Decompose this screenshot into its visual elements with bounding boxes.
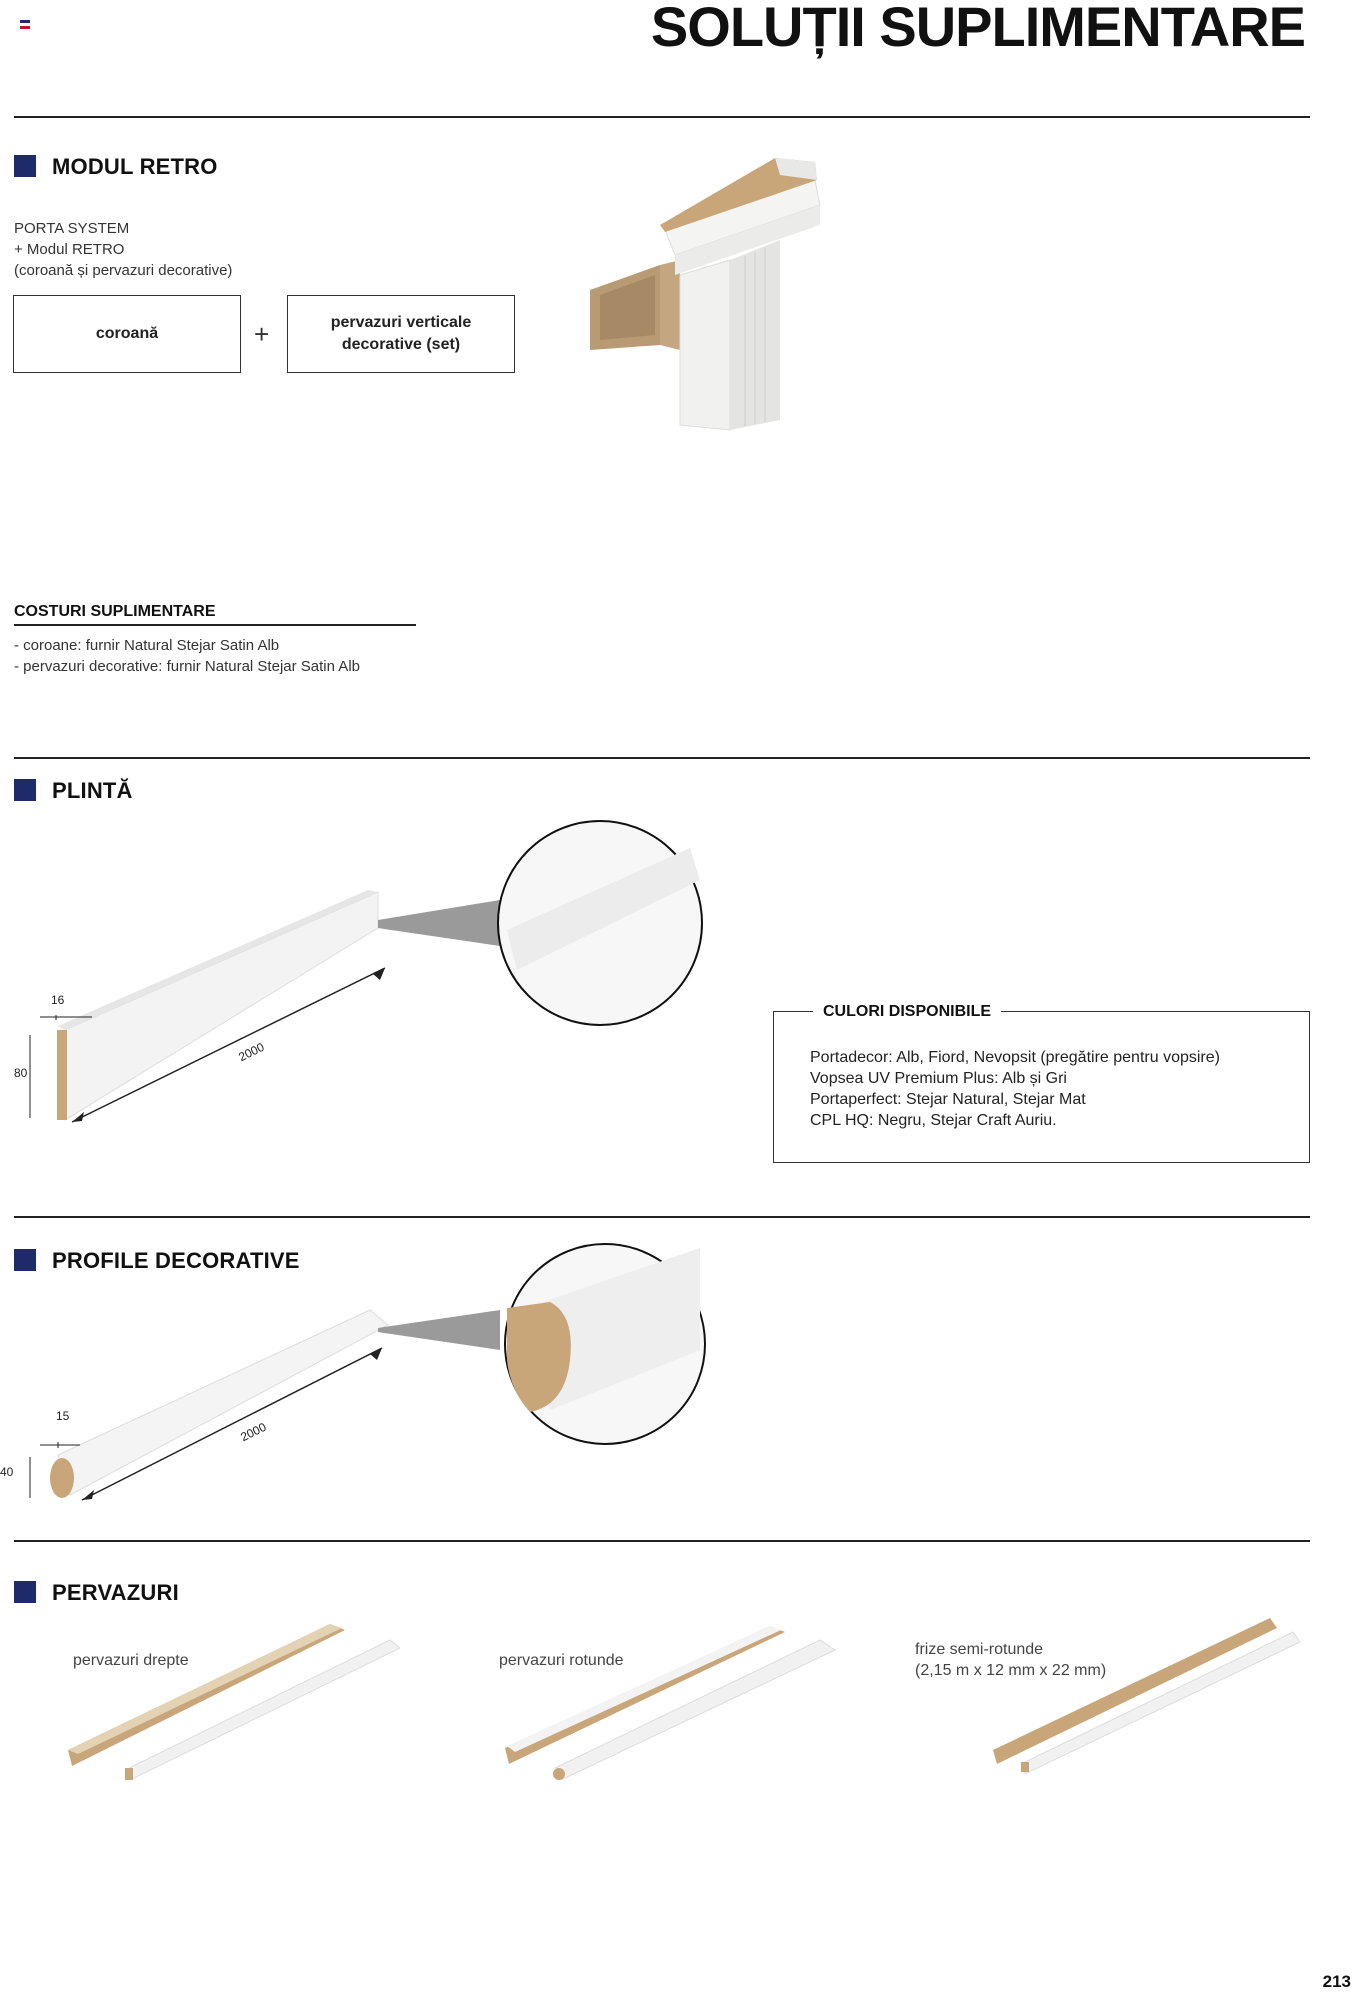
culori-title: CULORI DISPONIBILE [813, 1003, 1001, 1021]
divider [14, 757, 1310, 759]
culori-line: CPL HQ: Negru, Stejar Craft Auriu. [810, 1112, 1057, 1129]
costuri-title: COSTURI SUPLIMENTARE [14, 603, 216, 620]
flag-icon [20, 20, 30, 29]
divider [14, 116, 1310, 118]
divider [14, 624, 416, 626]
section-title-pervazuri: PERVAZURI [52, 1580, 179, 1605]
section-marker-icon [14, 779, 36, 801]
intro-line: PORTA SYSTEM [14, 220, 130, 237]
section-title-plinta: PLINTĂ [52, 778, 133, 803]
box-label-line: pervazuri verticale [330, 314, 472, 331]
costuri-item: - pervazuri decorative: furnir Natural Stejar Satin Alb [14, 658, 360, 675]
box-label-line: decorative (set) [341, 336, 461, 353]
culori-line: Portaperfect: Stejar Natural, Stejar Mat [810, 1091, 1086, 1108]
pervazuri-drepte-label: pervazuri drepte [73, 1652, 189, 1669]
section-marker-icon [14, 155, 36, 177]
plinta-image [10, 820, 730, 1140]
coroana-box [13, 295, 241, 373]
section-title-profile: PROFILE DECORATIVE [52, 1248, 300, 1273]
culori-line: Portadecor: Alb, Fiord, Nevopsit (pregătire pentru vopsire) [810, 1049, 1220, 1066]
pervazuri-decorative-box [287, 295, 515, 373]
dimension-depth: 16 [51, 993, 65, 1007]
culori-line: Vopsea UV Premium Plus: Alb și Gri [810, 1070, 1067, 1087]
section-marker-icon [14, 1581, 36, 1603]
plus-icon: + [254, 319, 270, 349]
dimension-depth: 15 [56, 1409, 70, 1423]
coroana-label: coroană [95, 325, 159, 342]
intro-line: + Modul RETRO [14, 241, 125, 258]
divider [14, 1216, 1310, 1218]
intro-line: (coroană și pervazuri decorative) [14, 262, 233, 279]
page-title: SOLUȚII SUPLIMENTARE [650, 0, 1305, 58]
dimension-length: 2000 [236, 1039, 267, 1065]
frize-dimensions: (2,15 m x 12 mm x 22 mm) [915, 1662, 1107, 1679]
section-title-modul-retro: MODUL RETRO [52, 154, 218, 179]
modul-retro-intro [14, 218, 232, 281]
dimension-height: 80 [14, 1066, 28, 1080]
dimension-length: 2000 [238, 1419, 269, 1445]
frize-image [985, 1610, 1305, 1780]
costuri-item: - coroane: furnir Natural Stejar Satin Alb [14, 637, 280, 654]
divider [14, 1540, 1310, 1542]
costuri-list [14, 635, 360, 677]
pervazuri-rotunde-label: pervazuri rotunde [499, 1652, 624, 1669]
pervazuri-rotunde-image [495, 1620, 845, 1780]
profile-decorative-image [10, 1240, 730, 1510]
frize-title: frize semi-rotunde [915, 1641, 1044, 1658]
dimension-height: 40 [0, 1465, 14, 1479]
culori-list [810, 1047, 1220, 1131]
door-frame-retro-image [585, 150, 835, 440]
pervazuri-drepte-image [60, 1620, 410, 1780]
page-number: 213 [1322, 1972, 1351, 1991]
